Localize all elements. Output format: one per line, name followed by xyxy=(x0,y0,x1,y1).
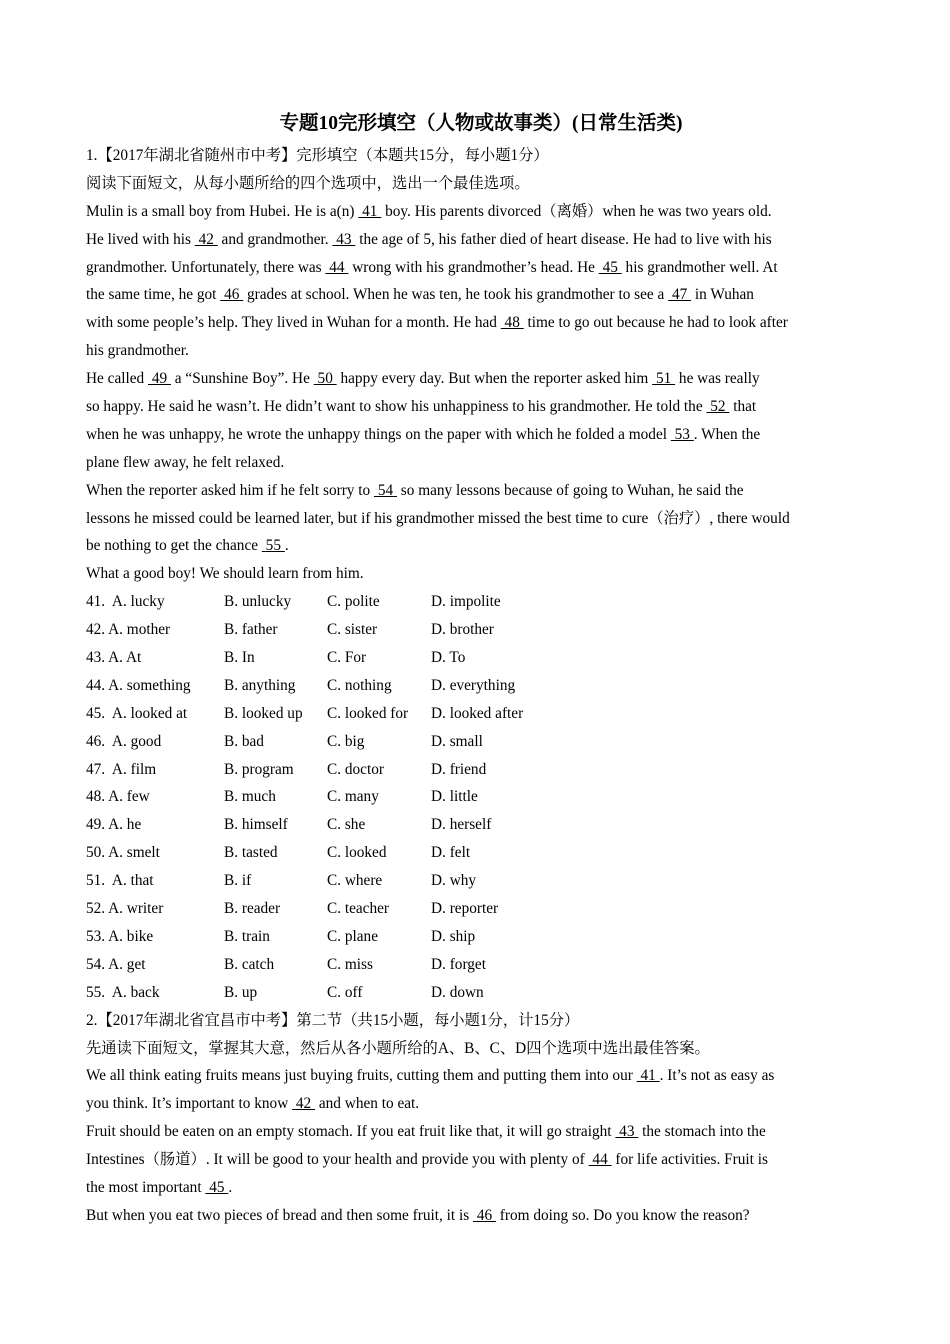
passage-text: wrong with his grandmother’s head. He xyxy=(348,258,599,276)
passage-text: so many lessons because of going to Wuhan, he said the xyxy=(396,481,744,499)
option-row xyxy=(86,700,876,728)
option-item: D. small xyxy=(431,732,483,750)
passage-line xyxy=(86,505,876,533)
passage-text: so happy. He said he wasn’t. He didn’t want to show his unhappiness to his grandmother. He told the xyxy=(86,398,707,416)
passage-text: He called xyxy=(86,370,149,388)
option-item: C. For xyxy=(327,649,367,667)
passage-text: What a good boy! We should learn from him. xyxy=(86,565,364,583)
passage-text: for life activities. Fruit is xyxy=(611,1151,768,1169)
passage-line xyxy=(86,560,876,588)
option-item: D. little xyxy=(431,788,478,806)
option-item: 44. A. something xyxy=(86,676,191,694)
option-item: C. looked for xyxy=(327,704,409,722)
option-item: 55. A. back xyxy=(86,983,160,1001)
option-item: C. teacher xyxy=(327,900,390,918)
option-item: C. doctor xyxy=(327,760,384,778)
option-item: D. reporter xyxy=(431,900,499,918)
passage-text: the age of 5, his father died of heart disease. He had to live with his xyxy=(355,230,772,248)
passage-text: We all think eating fruits means just buying fruits, cutting them and putting them into our xyxy=(86,1067,637,1085)
option-item: B. father xyxy=(224,621,278,639)
passage-text: But when you eat two pieces of bread and then some fruit, it is xyxy=(86,1206,474,1224)
option-item: B. if xyxy=(224,872,252,890)
option-item: B. much xyxy=(224,788,276,806)
option-item: C. nothing xyxy=(327,676,392,694)
answer-blank: 45 xyxy=(598,258,622,276)
answer-blank: 43 xyxy=(332,230,356,248)
option-item: D. herself xyxy=(431,816,492,834)
option-row xyxy=(86,839,876,867)
answer-blank: 42 xyxy=(194,230,218,248)
option-item: C. many xyxy=(327,788,379,806)
answer-blank: 47 xyxy=(668,286,692,304)
passage-text: Fruit should be eaten on an empty stomach. If you eat fruit like that, it will go straight xyxy=(86,1123,616,1141)
answer-blank: 46 xyxy=(473,1206,496,1224)
passage-text: happy every day. But when the reporter asked him xyxy=(336,370,653,388)
passage-text: plane flew away, he felt relaxed. xyxy=(86,453,285,471)
option-row xyxy=(86,923,876,951)
passage-text: lessons he missed could be learned later, but if his grandmother missed the best time to cure（治疗）, there would xyxy=(86,509,790,527)
option-row xyxy=(86,588,876,616)
passage-line xyxy=(86,1118,876,1146)
passage-line xyxy=(86,393,876,421)
option-item: 53. A. bike xyxy=(86,927,154,945)
option-item: B. unlucky xyxy=(224,593,292,611)
option-item: B. up xyxy=(224,983,258,1001)
option-item: 52. A. writer xyxy=(86,900,164,918)
passage-text: Mulin is a small boy from Hubei. He is a(n) xyxy=(86,202,359,220)
passage-text: his grandmother well. At xyxy=(621,258,778,276)
option-item: D. forget xyxy=(431,955,486,973)
option-row xyxy=(86,672,876,700)
section2-instruction: 先通读下面短文，掌握其大意，然后从各小题所给的A、B、C、D四个选项中选出最佳答案。 xyxy=(86,1039,710,1057)
option-item: C. where xyxy=(327,872,383,890)
answer-blank: 44 xyxy=(325,258,349,276)
option-item: D. ship xyxy=(431,927,476,945)
option-item: C. she xyxy=(327,816,366,834)
option-item: D. felt xyxy=(431,844,471,862)
passage-line xyxy=(86,1090,876,1118)
option-item: B. train xyxy=(224,927,270,945)
option-item: 45. A. looked at xyxy=(86,704,188,722)
answer-blank: 55 xyxy=(261,537,285,555)
passage-text: his grandmother. xyxy=(86,342,189,360)
passage-text: grandmother. Unfortunately, there was xyxy=(86,258,326,276)
passage-line xyxy=(86,365,876,393)
option-row xyxy=(86,756,876,784)
passage-text: . xyxy=(284,537,289,555)
option-item: B. tasted xyxy=(224,844,278,862)
passage-line xyxy=(86,1146,876,1174)
option-item: 51. A. that xyxy=(86,872,154,890)
passage-line xyxy=(86,254,876,282)
answer-blank: 51 xyxy=(652,370,676,388)
option-item: C. big xyxy=(327,732,365,750)
passage-text: you think. It’s important to know xyxy=(86,1095,293,1113)
passage-text: he was really xyxy=(675,370,760,388)
option-row xyxy=(86,895,876,923)
section2-heading: 2.【2017年湖北省宜昌市中考】第二节（共15小题，每小题1分，计15分） xyxy=(86,1011,580,1029)
passage-line xyxy=(86,532,876,560)
option-row xyxy=(86,867,876,895)
option-row xyxy=(86,728,876,756)
passage-text: the most important xyxy=(86,1178,206,1196)
option-item: 42. A. mother xyxy=(86,621,171,639)
passage-line xyxy=(86,421,876,449)
passage-text: . xyxy=(228,1178,233,1196)
answer-blank: 52 xyxy=(706,398,730,416)
option-item: B. looked up xyxy=(224,704,303,722)
passage-text: When the reporter asked him if he felt sorry to xyxy=(86,481,374,499)
passage-text: time to go out because he had to look after xyxy=(523,314,788,332)
option-item: B. In xyxy=(224,649,255,667)
option-item: 50. A. smelt xyxy=(86,844,160,862)
passage-text: . It’s not as easy as xyxy=(659,1067,775,1085)
passage-text: be nothing to get the chance xyxy=(86,537,262,555)
option-item: 49. A. he xyxy=(86,816,142,834)
passage-line xyxy=(86,198,876,226)
passage-text: Intestines（肠道）. It will be good to your health and provide you with plenty of xyxy=(86,1151,589,1169)
option-item: B. reader xyxy=(224,900,281,918)
answer-blank: 54 xyxy=(374,481,397,499)
passage-line xyxy=(86,449,876,477)
option-item: D. impolite xyxy=(431,593,501,611)
option-item: D. brother xyxy=(431,621,494,639)
answer-blank: 41 xyxy=(636,1067,660,1085)
answer-blank: 42 xyxy=(292,1095,316,1113)
answer-blank: 41 xyxy=(358,202,382,220)
option-item: 48. A. few xyxy=(86,788,150,806)
passage-text: in Wuhan xyxy=(691,286,754,304)
passage-line xyxy=(86,281,876,309)
option-row xyxy=(86,644,876,672)
passage-text: that xyxy=(729,398,757,416)
passage-line xyxy=(86,226,876,254)
section2-passage xyxy=(86,1062,876,1229)
passage-text: from doing so. Do you know the reason? xyxy=(495,1206,750,1224)
option-item: D. looked after xyxy=(431,704,524,722)
page-title: 专题10完形填空（人物或故事类）(日常生活类) xyxy=(279,113,683,134)
option-item: D. everything xyxy=(431,676,516,694)
section1-passage xyxy=(86,198,876,588)
section1-heading: 1.【2017年湖北省随州市中考】完形填空（本题共15分，每小题1分） xyxy=(86,147,549,164)
option-item: 54. A. get xyxy=(86,955,146,973)
passage-text: when he was unhappy, he wrote the unhappy things on the paper with which he folded a model xyxy=(86,425,671,443)
passage-text: He lived with his xyxy=(86,230,195,248)
option-item: C. sister xyxy=(327,621,378,639)
option-row xyxy=(86,951,876,979)
option-item: C. plane xyxy=(327,927,378,945)
passage-text: with some people’s help. They lived in Wuhan for a month. He had xyxy=(86,314,501,332)
option-item: D. down xyxy=(431,983,484,1001)
passage-text: the stomach into the xyxy=(638,1123,766,1141)
answer-blank: 53 xyxy=(670,425,694,443)
option-item: D. To xyxy=(431,649,466,667)
passage-line xyxy=(86,337,876,365)
option-item: D. why xyxy=(431,872,477,890)
option-item: C. miss xyxy=(327,955,373,973)
passage-line xyxy=(86,309,876,337)
passage-text: the same time, he got xyxy=(86,286,221,304)
option-row xyxy=(86,616,876,644)
passage-line xyxy=(86,477,876,505)
passage-line xyxy=(86,1202,876,1230)
passage-text: a “Sunshine Boy”. He xyxy=(170,370,314,388)
document-page xyxy=(86,110,876,1230)
answer-blank: 50 xyxy=(313,370,337,388)
passage-text: and grandmother. xyxy=(217,230,333,248)
passage-text: . When the xyxy=(693,425,761,443)
answer-blank: 46 xyxy=(220,286,244,304)
passage-text: boy. His parents divorced（离婚）when he was two years old. xyxy=(381,202,772,220)
answer-blank: 49 xyxy=(148,370,171,388)
option-item: 43. A. At xyxy=(86,649,142,667)
answer-blank: 48 xyxy=(500,314,524,332)
answer-blank: 43 xyxy=(615,1123,639,1141)
option-item: B. himself xyxy=(224,816,288,834)
option-row xyxy=(86,979,876,1007)
option-item: B. program xyxy=(224,760,294,778)
passage-line xyxy=(86,1062,876,1090)
section1-instruction: 阅读下面短文，从每小题所给的四个选项中，选出一个最佳选项。 xyxy=(86,174,530,192)
passage-line xyxy=(86,1174,876,1202)
passage-text: grades at school. When he was ten, he took his grandmother to see a xyxy=(243,286,669,304)
passage-text: and when to eat. xyxy=(315,1095,420,1113)
option-row xyxy=(86,811,876,839)
option-item: C. looked xyxy=(327,844,387,862)
option-item: B. catch xyxy=(224,955,275,973)
option-item: 46. A. good xyxy=(86,732,162,750)
option-item: C. polite xyxy=(327,593,380,611)
option-item: D. friend xyxy=(431,760,487,778)
section1-options xyxy=(86,588,876,1006)
option-item: C. off xyxy=(327,983,363,1001)
option-item: B. anything xyxy=(224,676,296,694)
option-item: B. bad xyxy=(224,732,264,750)
option-row xyxy=(86,783,876,811)
answer-blank: 44 xyxy=(588,1151,612,1169)
option-item: 47. A. film xyxy=(86,760,157,778)
option-item: 41. A. lucky xyxy=(86,593,165,611)
answer-blank: 45 xyxy=(205,1178,229,1196)
